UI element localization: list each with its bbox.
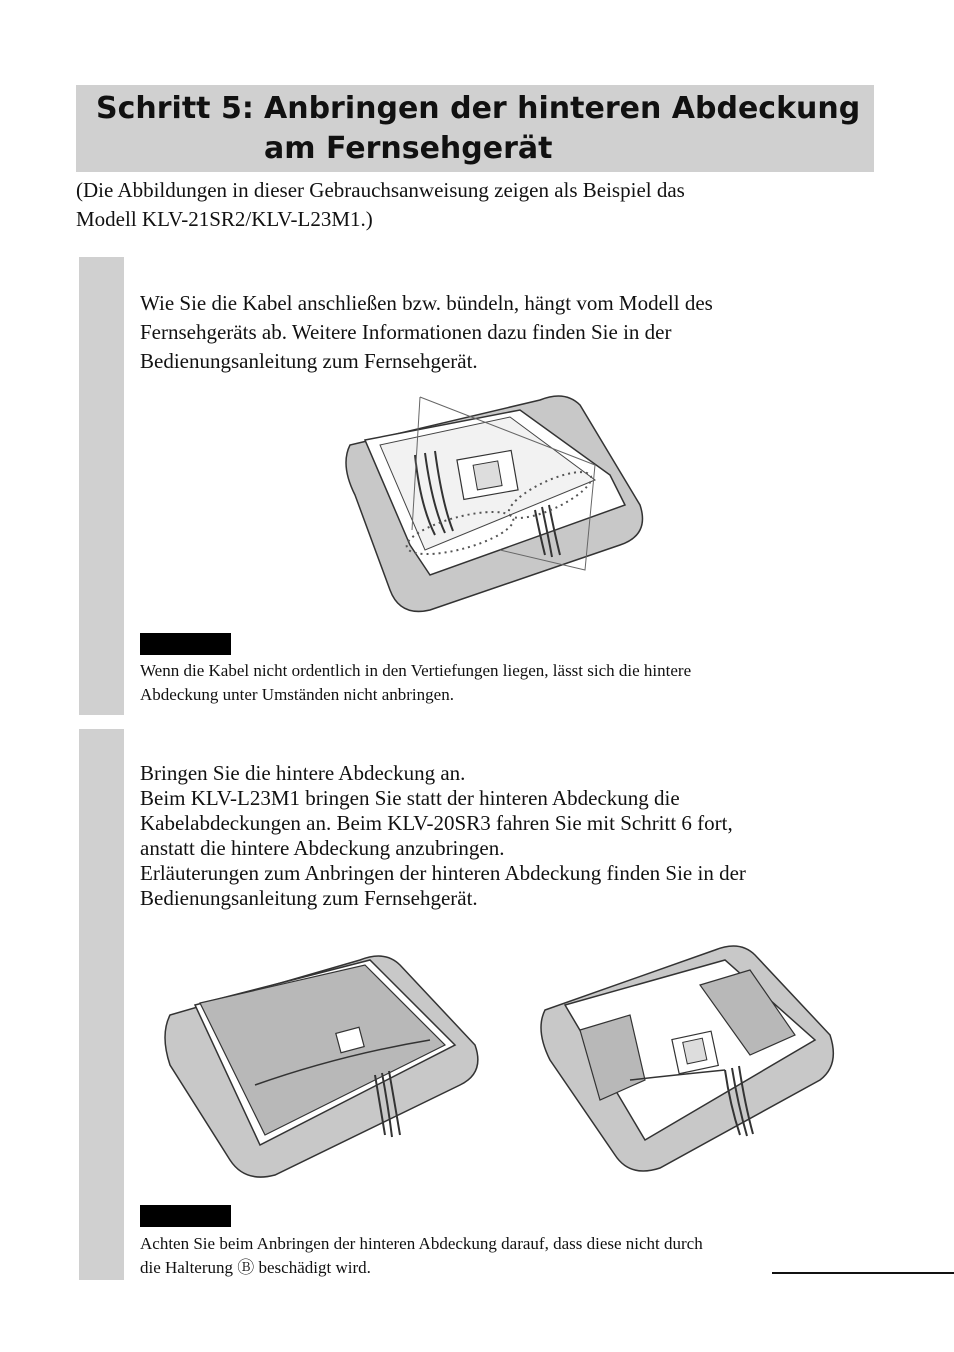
step2-text [140,761,880,911]
rear-cover-attached-illustration [160,945,485,1185]
note-line: die Halterung Ⓑ beschädigt wird. [140,1258,371,1277]
note-line: Achten Sie beim Anbringen der hinteren Abdeckung darauf, dass diese nicht durch [140,1234,703,1253]
page-title-line2: am Fernsehgerät [264,131,553,166]
intro-paragraph [76,176,866,234]
note-line: Wenn die Kabel nicht ordentlich in den Vertiefungen liegen, lässt sich die hintere [140,661,692,680]
note-label-bar [140,1205,231,1227]
text-line: Wie Sie die Kabel anschließen bzw. bündeln, hängt vom Modell des [140,291,713,315]
section-title-box [76,85,874,172]
text-line: anstatt die hintere Abdeckung anzubringen. [140,836,505,860]
step1-sidebar [79,257,124,715]
page-title-line1: Anbringen der hinteren Abdeckung [264,91,861,126]
step1-text [140,289,860,376]
text-line: Fernsehgeräts ab. Weitere Informationen dazu finden Sie in der [140,320,672,344]
step2-note [140,1232,860,1280]
note-label-bar [140,633,231,655]
step2-sidebar [79,729,124,1280]
intro-line: Modell KLV-21SR2/KLV-L23M1.) [76,207,373,231]
page-footer-rule [772,1272,954,1274]
intro-line: (Die Abbildungen in dieser Gebrauchsanweisung zeigen als Beispiel das [76,178,685,202]
text-line: Bedienungsanleitung zum Fernsehgerät. [140,349,478,373]
tv-cable-routing-illustration [320,385,650,625]
cable-covers-attached-illustration [535,940,835,1185]
text-line: Kabelabdeckungen an. Beim KLV-20SR3 fahren Sie mit Schritt 6 fort, [140,811,733,835]
step-number: Schritt 5: [96,91,254,126]
text-line: Erläuterungen zum Anbringen der hinteren Abdeckung finden Sie in der [140,861,746,885]
note-line: Abdeckung unter Umständen nicht anbringen. [140,685,454,704]
text-line: Bedienungsanleitung zum Fernsehgerät. [140,886,478,910]
text-line: Bringen Sie die hintere Abdeckung an. [140,761,466,785]
step1-note [140,659,860,707]
text-line: Beim KLV-L23M1 bringen Sie statt der hinteren Abdeckung die [140,786,680,810]
